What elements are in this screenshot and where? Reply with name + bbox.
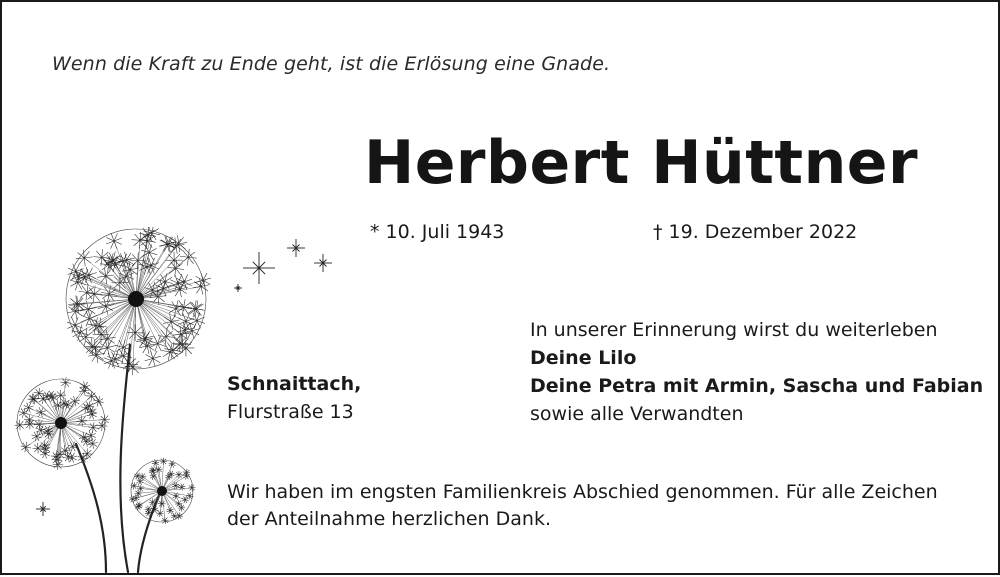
deceased-name: Herbert Hüttner [364,128,918,198]
location-city: Schnaittach, [227,373,361,395]
dandelion-head-medium [15,377,110,469]
memory-line: sowie alle Verwandten [530,403,744,425]
dandelion-head-large [66,227,211,375]
motto-text: Wenn die Kraft zu Ende geht, ist die Erlösung eine Gnade. [52,53,610,75]
location-street: Flurstraße 13 [227,401,354,423]
death-date: † 19. Dezember 2022 [653,221,857,243]
dandelion-illustration [2,227,362,577]
mourner-name: Deine Lilo [530,347,636,369]
mourner-name: Deine Petra mit Armin, Sascha und Fabian [530,375,983,397]
birth-date: * 10. Juli 1943 [370,221,504,243]
memory-line: In unserer Erinnerung wirst du weiterleben [530,319,938,341]
acknowledgement-text: Wir haben im engsten Familienkreis Abschied genommen. Für alle Zeichen der Anteilnahme herzlichen Dank. [227,479,967,533]
dandelion-head-small [129,458,196,525]
